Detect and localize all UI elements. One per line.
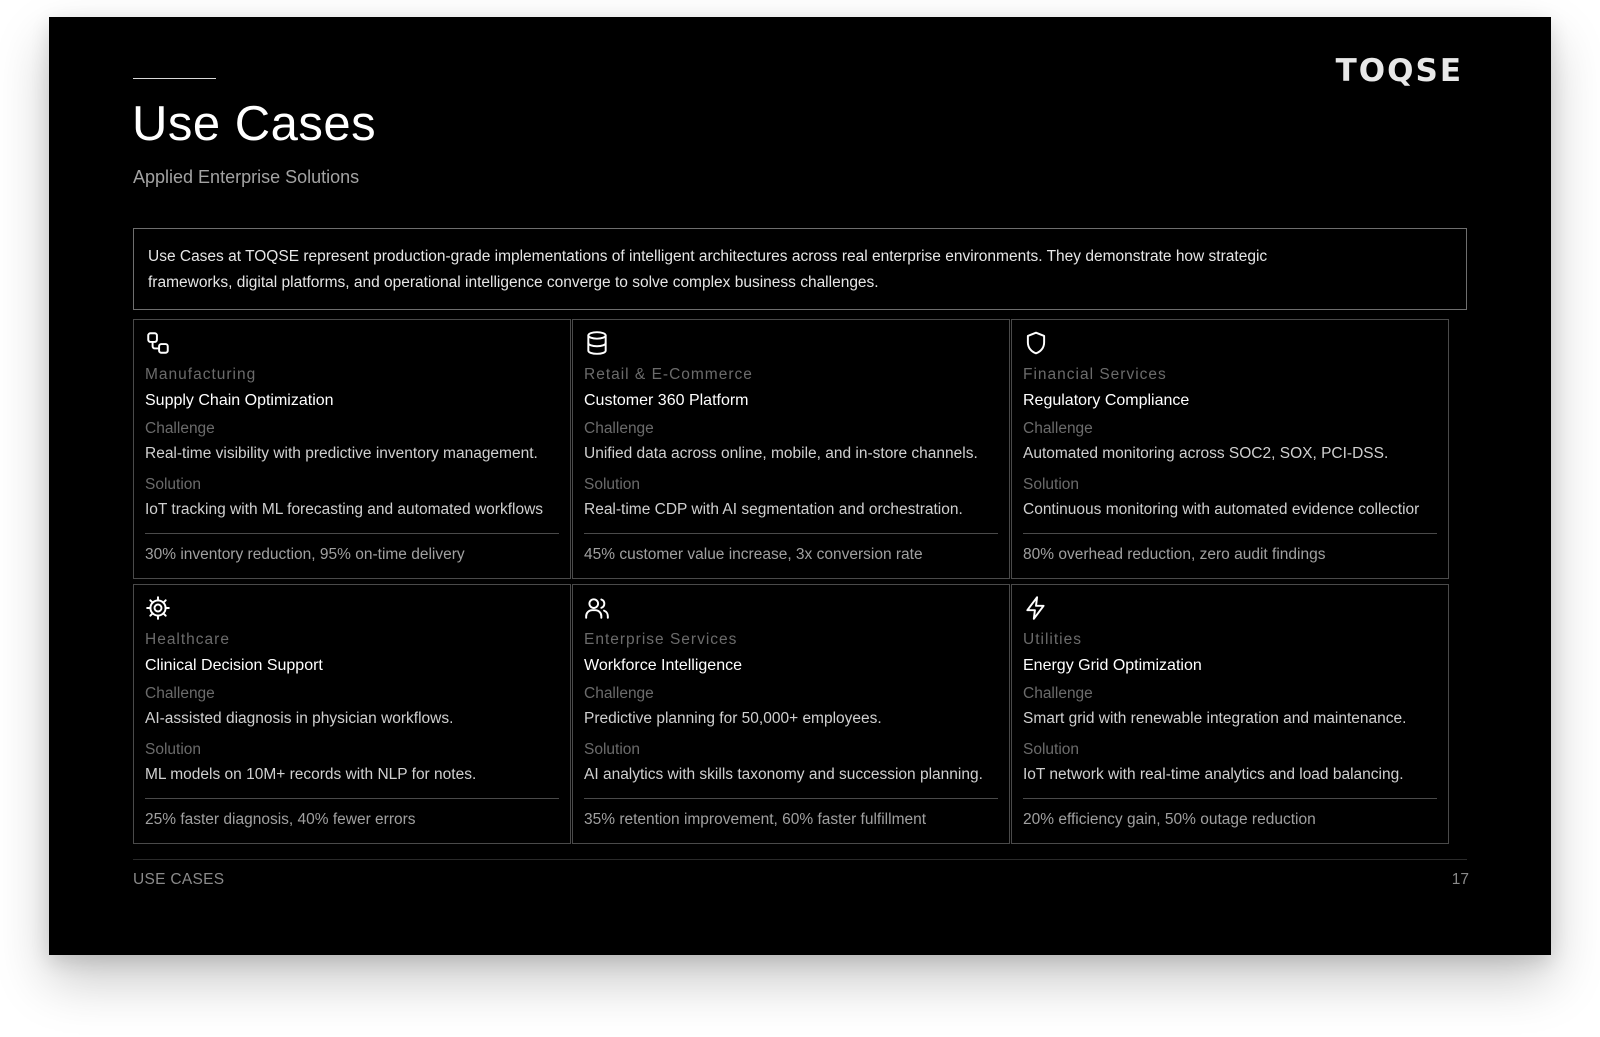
card-title: Customer 360 Platform: [584, 392, 749, 409]
card-title: Workforce Intelligence: [584, 657, 742, 674]
card-divider: [584, 533, 998, 534]
solution-text: IoT network with real-time analytics and load balancing.: [1023, 766, 1404, 783]
page-title: Use Cases: [132, 97, 377, 151]
solution-text: IoT tracking with ML forecasting and automated workflows: [145, 501, 544, 518]
result-text: 20% efficiency gain, 50% outage reduction: [1023, 811, 1316, 828]
lightning-icon: [1023, 595, 1049, 621]
gear-icon: [145, 595, 171, 621]
card-title: Regulatory Compliance: [1023, 392, 1190, 409]
challenge-text: Real-time visibility with predictive inventory management.: [145, 445, 538, 462]
users-icon: [584, 595, 610, 621]
challenge-label: Challenge: [1023, 685, 1093, 702]
intro-box: [133, 228, 1467, 310]
database-icon: [584, 330, 610, 356]
card-divider: [584, 798, 998, 799]
challenge-label: Challenge: [584, 685, 654, 702]
workflow-icon: [145, 330, 171, 356]
card-industry: Retail & E-Commerce: [584, 366, 753, 383]
result-text: 25% faster diagnosis, 40% fewer errors: [145, 811, 416, 828]
footer-section-label: USE CASES: [133, 871, 225, 888]
challenge-text: Smart grid with renewable integration and maintenance.: [1023, 710, 1407, 727]
challenge-text: Automated monitoring across SOC2, SOX, PCI-DSS.: [1023, 445, 1389, 462]
solution-label: Solution: [145, 476, 202, 493]
solution-label: Solution: [145, 741, 202, 758]
use-case-card-enterprise: [572, 584, 1010, 844]
use-case-card-retail: [572, 319, 1010, 579]
solution-text: AI analytics with skills taxonomy and succession planning.: [584, 766, 983, 783]
shield-icon: [1023, 330, 1049, 356]
intro-line-1: Use Cases at TOQSE represent production-grade implementations of intelligent architectures across real enterprise environments. They demonstrate how strategic: [148, 248, 1268, 265]
solution-label: Solution: [1023, 476, 1080, 493]
challenge-label: Challenge: [145, 420, 215, 437]
card-divider: [145, 798, 559, 799]
card-title: Supply Chain Optimization: [145, 392, 334, 409]
card-title: Energy Grid Optimization: [1023, 657, 1202, 674]
solution-text: ML models on 10M+ records with NLP for notes.: [145, 766, 477, 783]
solution-label: Solution: [1023, 741, 1080, 758]
intro-line-2: frameworks, digital platforms, and operational intelligence converge to solve complex business challenges.: [148, 274, 879, 291]
challenge-label: Challenge: [1023, 420, 1093, 437]
use-case-card-utilities: [1011, 584, 1449, 844]
page-subtitle: Applied Enterprise Solutions: [133, 167, 360, 187]
challenge-label: Challenge: [584, 420, 654, 437]
use-case-card-manufacturing: [133, 319, 571, 579]
card-divider: [145, 533, 559, 534]
title-accent-rule: [133, 78, 216, 79]
result-text: 35% retention improvement, 60% faster fulfillment: [584, 811, 927, 828]
result-text: 45% customer value increase, 3x conversion rate: [584, 546, 923, 563]
challenge-text: Unified data across online, mobile, and in-store channels.: [584, 445, 978, 462]
card-industry: Enterprise Services: [584, 631, 738, 648]
card-industry: Utilities: [1023, 631, 1082, 648]
card-title: Clinical Decision Support: [145, 657, 323, 674]
use-case-card-healthcare: [133, 584, 571, 844]
challenge-text: Predictive planning for 50,000+ employees.: [584, 710, 882, 727]
card-divider: [1023, 798, 1437, 799]
footer-divider: [133, 859, 1467, 860]
use-case-grid: [133, 319, 1469, 863]
solution-label: Solution: [584, 476, 641, 493]
challenge-label: Challenge: [145, 685, 215, 702]
result-text: 30% inventory reduction, 95% on-time delivery: [145, 546, 465, 563]
use-case-card-financial: [1011, 319, 1449, 579]
page-number: 17: [1451, 871, 1469, 888]
solution-label: Solution: [584, 741, 641, 758]
card-industry: Financial Services: [1023, 366, 1167, 383]
solution-text: Real-time CDP with AI segmentation and orchestration.: [584, 501, 963, 518]
card-industry: Manufacturing: [145, 366, 257, 383]
solution-text: Continuous monitoring with automated evidence collectior: [1023, 501, 1420, 518]
card-industry: Healthcare: [145, 631, 230, 648]
challenge-text: AI-assisted diagnosis in physician workflows.: [145, 710, 454, 727]
slide: [49, 17, 1551, 955]
result-text: 80% overhead reduction, zero audit findings: [1023, 546, 1326, 563]
card-divider: [1023, 533, 1437, 534]
toqse-logo: TOQSE: [1335, 53, 1463, 89]
